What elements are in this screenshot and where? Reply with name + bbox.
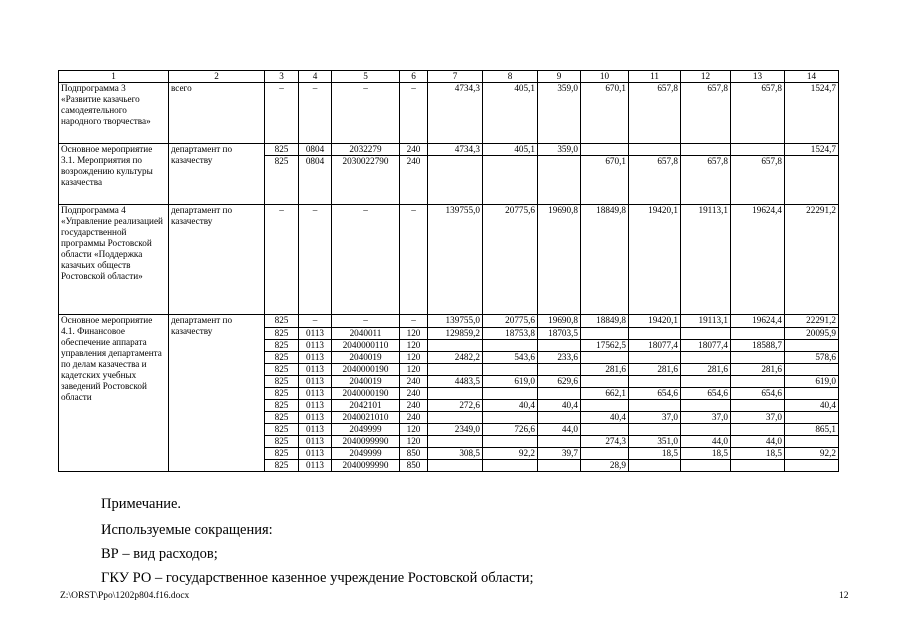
table-row (59, 205, 839, 315)
table-cell: – (299, 205, 332, 315)
table-cell: – (332, 205, 400, 315)
table-row (59, 83, 839, 144)
table-cell (483, 460, 538, 472)
table-cell (581, 400, 629, 412)
table-cell: 19420,1 (629, 315, 681, 328)
table-cell: 40,4 (538, 400, 581, 412)
column-header: 10 (581, 71, 629, 83)
table-cell (731, 352, 785, 364)
table-cell: – (332, 83, 400, 144)
table-cell: 0113 (299, 460, 332, 472)
footer-page-number: 12 (839, 591, 849, 601)
table-cell: 825 (265, 376, 299, 388)
table-cell (785, 412, 839, 424)
table-cell: 825 (265, 328, 299, 340)
table-cell (629, 144, 681, 156)
table-cell: 662,1 (581, 388, 629, 400)
table-cell: 2040000110 (332, 340, 400, 352)
table-cell (483, 388, 538, 400)
table-cell: 825 (265, 460, 299, 472)
table-cell: 405,1 (483, 83, 538, 144)
table-cell: 2040099990 (332, 460, 400, 472)
row-name-cell: Основное мероприятие 3.1. Мероприятия по возрождению культуры казачества (59, 144, 169, 205)
table-cell: 281,6 (581, 364, 629, 376)
table-cell (538, 412, 581, 424)
table-cell (785, 436, 839, 448)
table-cell: 240 (400, 376, 428, 388)
column-header: 4 (299, 71, 332, 83)
table-cell (629, 376, 681, 388)
column-header: 8 (483, 71, 538, 83)
table-cell: 120 (400, 364, 428, 376)
table-cell: 0113 (299, 364, 332, 376)
table-cell: 657,8 (731, 83, 785, 144)
table-cell: 0804 (299, 156, 332, 205)
table-cell (785, 364, 839, 376)
table-cell: 20775,6 (483, 315, 538, 328)
table-cell (785, 460, 839, 472)
table-cell: 272,6 (428, 400, 483, 412)
table-cell: 2040021010 (332, 412, 400, 424)
table-cell: 657,8 (629, 83, 681, 144)
table-cell: 281,6 (731, 364, 785, 376)
table-cell (581, 448, 629, 460)
table-cell: 18077,4 (629, 340, 681, 352)
table-cell: 19690,8 (538, 315, 581, 328)
table-cell: 44,0 (681, 436, 731, 448)
table-cell: 37,0 (731, 412, 785, 424)
table-cell: 1524,7 (785, 83, 839, 144)
table-cell: 359,0 (538, 144, 581, 156)
table-cell: 670,1 (581, 156, 629, 205)
table-cell: 825 (265, 436, 299, 448)
table-cell: 2040099990 (332, 436, 400, 448)
table-cell: 40,4 (581, 412, 629, 424)
table-cell (428, 156, 483, 205)
table-cell: 240 (400, 412, 428, 424)
table-cell: 825 (265, 156, 299, 205)
table-cell: 578,6 (785, 352, 839, 364)
table-cell (581, 424, 629, 436)
table-cell (731, 400, 785, 412)
table-cell (428, 436, 483, 448)
table-cell: 281,6 (681, 364, 731, 376)
table-cell: 22291,2 (785, 205, 839, 315)
table-cell: 28,9 (581, 460, 629, 472)
table-cell: 2049999 (332, 424, 400, 436)
table-cell: 359,0 (538, 83, 581, 144)
table-cell: 120 (400, 436, 428, 448)
table-cell: 0113 (299, 448, 332, 460)
table-cell: – (400, 315, 428, 328)
column-header: 5 (332, 71, 400, 83)
executor-cell: департамент по казачеству (169, 144, 265, 205)
table-cell (483, 412, 538, 424)
table-cell: 92,2 (483, 448, 538, 460)
table-cell: 654,6 (731, 388, 785, 400)
table-cell (629, 400, 681, 412)
column-header: 13 (731, 71, 785, 83)
table-cell: 4734,3 (428, 144, 483, 156)
table-cell: 2049999 (332, 448, 400, 460)
table-cell: 19690,8 (538, 205, 581, 315)
table-cell: 2349,0 (428, 424, 483, 436)
column-header: 12 (681, 71, 731, 83)
table-cell: 20775,6 (483, 205, 538, 315)
note-title: Примечание. (101, 496, 182, 512)
table-cell: 19113,1 (681, 315, 731, 328)
table-cell: 654,6 (629, 388, 681, 400)
table-cell: 2032279 (332, 144, 400, 156)
table-cell: 2040000190 (332, 388, 400, 400)
table-cell: 17562,5 (581, 340, 629, 352)
table-row (59, 315, 839, 328)
table-cell: 0113 (299, 400, 332, 412)
table-cell: 670,1 (581, 83, 629, 144)
table-cell: 825 (265, 412, 299, 424)
table-cell: 2030022790 (332, 156, 400, 205)
table-cell (681, 376, 731, 388)
table-cell: 18077,4 (681, 340, 731, 352)
table-cell (629, 352, 681, 364)
table-cell (538, 388, 581, 400)
row-name-cell: Основное мероприятие 4.1. Финансовое обеспечение аппарата управления департамента по делам казачества и кадетских учебных заведений Ростовской области (59, 315, 169, 472)
table-cell: 2040011 (332, 328, 400, 340)
table-cell: 825 (265, 315, 299, 328)
table-cell (428, 460, 483, 472)
column-header: 9 (538, 71, 581, 83)
table-cell (785, 388, 839, 400)
table-cell: 281,6 (629, 364, 681, 376)
column-header: 1 (59, 71, 169, 83)
row-name-cell: Подпрограмма 3 «Развитие казачьего самодеятельного народного творчества» (59, 83, 169, 144)
table-cell: 240 (400, 400, 428, 412)
table-cell: 351,0 (629, 436, 681, 448)
table-cell: 619,0 (785, 376, 839, 388)
table-cell: 2040019 (332, 376, 400, 388)
table-cell: 139755,0 (428, 315, 483, 328)
table-cell (483, 364, 538, 376)
table-cell: 18753,8 (483, 328, 538, 340)
table-cell: 0804 (299, 144, 332, 156)
table-cell: 120 (400, 352, 428, 364)
table-cell (428, 388, 483, 400)
table-cell: 19624,4 (731, 315, 785, 328)
table-cell: – (265, 205, 299, 315)
table-cell: 0113 (299, 328, 332, 340)
table-cell: 44,0 (538, 424, 581, 436)
table-cell: 308,5 (428, 448, 483, 460)
table-cell: 18588,7 (731, 340, 785, 352)
table-cell (731, 144, 785, 156)
table-cell: 2042101 (332, 400, 400, 412)
budget-table (58, 70, 839, 472)
table-cell: 240 (400, 144, 428, 156)
table-cell: 20095,9 (785, 328, 839, 340)
table-cell: 92,2 (785, 448, 839, 460)
table-cell: 129859,2 (428, 328, 483, 340)
table-cell (581, 352, 629, 364)
table-cell: 0113 (299, 340, 332, 352)
table-cell: – (400, 83, 428, 144)
table-cell (681, 424, 731, 436)
column-header: 2 (169, 71, 265, 83)
table-cell: 37,0 (629, 412, 681, 424)
table-cell (581, 144, 629, 156)
table-cell: 850 (400, 448, 428, 460)
table-cell: 825 (265, 364, 299, 376)
table-cell: 0113 (299, 376, 332, 388)
table-cell: 657,8 (681, 83, 731, 144)
table-cell: 233,6 (538, 352, 581, 364)
table-cell (681, 328, 731, 340)
table-cell: 825 (265, 340, 299, 352)
table-cell: 850 (400, 460, 428, 472)
table-cell: – (299, 315, 332, 328)
executor-cell: всего (169, 83, 265, 144)
table-cell: 825 (265, 400, 299, 412)
table-cell: 657,8 (731, 156, 785, 205)
table-cell: 40,4 (785, 400, 839, 412)
table-cell (581, 328, 629, 340)
table-cell: 0113 (299, 412, 332, 424)
table-cell: 2482,2 (428, 352, 483, 364)
table-cell: 39,7 (538, 448, 581, 460)
table-cell: 1524,7 (785, 144, 839, 156)
table-cell (538, 460, 581, 472)
table-cell (681, 144, 731, 156)
table-cell (629, 424, 681, 436)
table-cell: 37,0 (681, 412, 731, 424)
table-cell: 825 (265, 144, 299, 156)
executor-cell: департамент по казачеству (169, 315, 265, 472)
table-cell (731, 376, 785, 388)
table-cell: 4483,5 (428, 376, 483, 388)
table-cell (731, 328, 785, 340)
table-cell: 18,5 (629, 448, 681, 460)
table-cell: 18,5 (731, 448, 785, 460)
table-cell (731, 424, 785, 436)
table-cell: 120 (400, 340, 428, 352)
table-cell: 825 (265, 448, 299, 460)
table-cell: 0113 (299, 352, 332, 364)
table-cell (538, 364, 581, 376)
table-cell: 654,6 (681, 388, 731, 400)
table-cell (483, 156, 538, 205)
table-cell: 19113,1 (681, 205, 731, 315)
table-cell (629, 328, 681, 340)
table-header-row (59, 71, 839, 83)
table-cell: 240 (400, 156, 428, 205)
table-cell: 19420,1 (629, 205, 681, 315)
table-cell (731, 460, 785, 472)
table-cell (483, 436, 538, 448)
column-header: 11 (629, 71, 681, 83)
table-cell: 543,6 (483, 352, 538, 364)
table-cell: 4734,3 (428, 83, 483, 144)
table-cell (538, 340, 581, 352)
table-cell: 139755,0 (428, 205, 483, 315)
table-cell: 825 (265, 352, 299, 364)
column-header: 6 (400, 71, 428, 83)
table-cell: 405,1 (483, 144, 538, 156)
table-cell (681, 352, 731, 364)
table-cell: 726,6 (483, 424, 538, 436)
footer-file-path: Z:\ORST\Ppo\1202p804.f16.docx (60, 591, 190, 601)
table-cell: – (400, 205, 428, 315)
abbreviation-vr: ВР – вид расходов; (101, 546, 218, 562)
table-cell: 22291,2 (785, 315, 839, 328)
table-cell: 44,0 (731, 436, 785, 448)
table-cell: 0113 (299, 388, 332, 400)
column-header: 3 (265, 71, 299, 83)
column-header: 14 (785, 71, 839, 83)
table-cell (629, 460, 681, 472)
table-cell (428, 340, 483, 352)
table-cell: 825 (265, 424, 299, 436)
abbreviation-gku: ГКУ РО – государственное казенное учреждение Ростовской области; (101, 570, 534, 586)
table-cell: 40,4 (483, 400, 538, 412)
abbreviations-heading: Используемые сокращения: (101, 522, 273, 538)
table-cell: 18703,5 (538, 328, 581, 340)
table-row (59, 144, 839, 156)
table-cell: 18849,8 (581, 205, 629, 315)
column-header: 7 (428, 71, 483, 83)
table-cell: 0113 (299, 436, 332, 448)
table-cell: 657,8 (681, 156, 731, 205)
table-cell (483, 340, 538, 352)
table-cell (681, 400, 731, 412)
table-cell: – (265, 83, 299, 144)
table-cell (681, 460, 731, 472)
executor-cell: департамент по казачеству (169, 205, 265, 315)
table-cell: – (332, 315, 400, 328)
table-cell (785, 156, 839, 205)
table-cell: – (299, 83, 332, 144)
table-cell: 120 (400, 328, 428, 340)
table-cell (428, 364, 483, 376)
row-name-cell: Подпрограмма 4 «Управление реализацией государственной программы Ростовской области «Поддержка казачьих обществ Ростовской области» (59, 205, 169, 315)
table-cell: 240 (400, 388, 428, 400)
table-cell (428, 412, 483, 424)
table-cell: 865,1 (785, 424, 839, 436)
table-cell: 0113 (299, 424, 332, 436)
table-cell: 629,6 (538, 376, 581, 388)
table-cell: 619,0 (483, 376, 538, 388)
table-cell (538, 436, 581, 448)
table-cell: 2040000190 (332, 364, 400, 376)
table-cell: 657,8 (629, 156, 681, 205)
table-cell: 825 (265, 388, 299, 400)
table-cell (581, 376, 629, 388)
table-cell: 18849,8 (581, 315, 629, 328)
table-cell: 18,5 (681, 448, 731, 460)
table-cell: 2040019 (332, 352, 400, 364)
table-cell (785, 340, 839, 352)
table-cell: 274,3 (581, 436, 629, 448)
table-cell: 19624,4 (731, 205, 785, 315)
table-cell (538, 156, 581, 205)
table-cell: 120 (400, 424, 428, 436)
